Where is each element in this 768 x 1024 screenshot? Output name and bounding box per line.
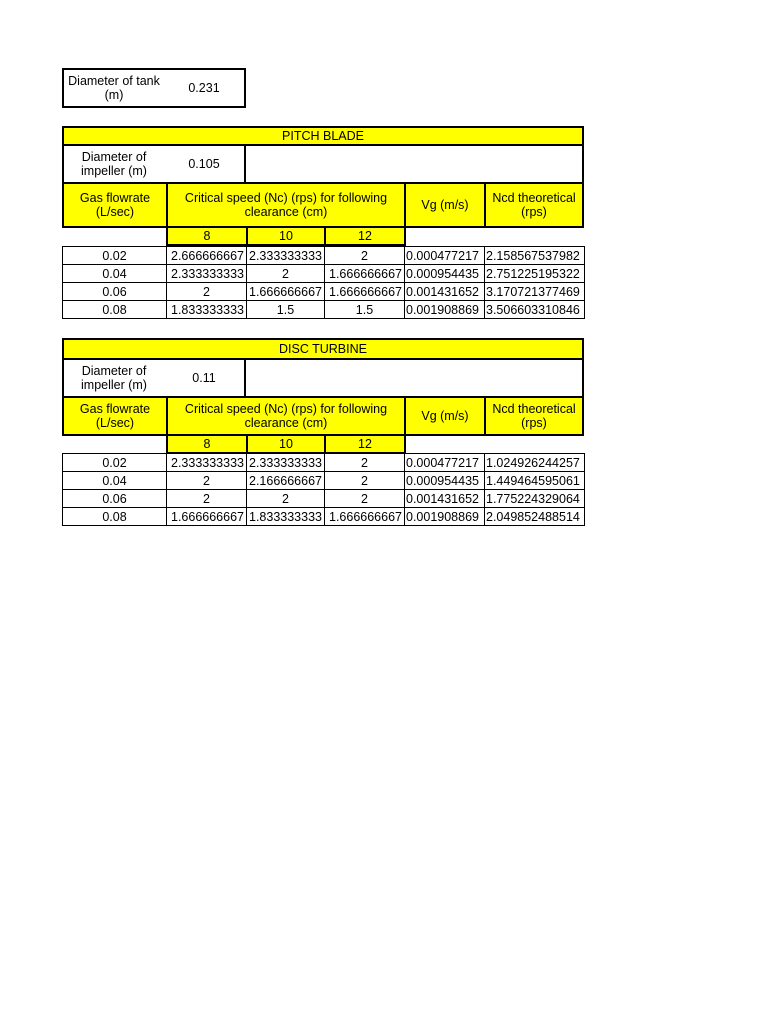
pitch-cell-vg: 0.000477217 <box>404 246 485 265</box>
disc-cell-nc-8: 2.333333333 <box>166 453 247 472</box>
pitch-cell-nc-10: 2 <box>246 264 325 283</box>
pitch-clearance-12: 12 <box>324 226 406 246</box>
pitch-clearance-8: 8 <box>166 226 248 246</box>
pitch-cell-gas-flowrate: 0.08 <box>62 300 167 319</box>
pitch-cell-nc-12: 1.5 <box>324 300 405 319</box>
disc-cell-vg: 0.000477217 <box>404 453 485 472</box>
pitch-cell-nc-8: 1.833333333 <box>166 300 247 319</box>
disc-clearance-12: 12 <box>324 434 406 454</box>
disc-impeller-divider <box>244 358 246 398</box>
disc-cell-ncd: 1.775224329064 <box>484 489 585 508</box>
pitch-cell-nc-8: 2.666666667 <box>166 246 247 265</box>
pitch-col-vg: Vg (m/s) <box>404 182 486 228</box>
pitch-cell-ncd: 2.158567537982 <box>484 246 585 265</box>
disc-cell-vg: 0.001908869 <box>404 507 485 526</box>
pitch-impeller-divider <box>244 144 246 184</box>
disc-col-vg: Vg (m/s) <box>404 396 486 436</box>
disc-cell-nc-10: 1.833333333 <box>246 507 325 526</box>
pitch-cell-nc-8: 2.333333333 <box>166 264 247 283</box>
pitch-cell-gas-flowrate: 0.02 <box>62 246 167 265</box>
disc-col-gas-flowrate: Gas flowrate (L/sec) <box>62 396 168 436</box>
disc-cell-nc-8: 2 <box>166 489 247 508</box>
pitch-clearance-10: 10 <box>246 226 326 246</box>
disc-impeller-label: Diameter of impeller (m) <box>81 364 147 392</box>
pitch-cell-vg: 0.001431652 <box>404 282 485 301</box>
pitch-impeller-label: Diameter of impeller (m) <box>81 150 147 178</box>
pitch-cell-gas-flowrate: 0.06 <box>62 282 167 301</box>
pitch-cell-nc-12: 1.666666667 <box>324 282 405 301</box>
disc-cell-nc-12: 2 <box>324 453 405 472</box>
disc-turbine-title: DISC TURBINE <box>62 338 584 360</box>
disc-clearance-10: 10 <box>246 434 326 454</box>
disc-cell-nc-8: 1.666666667 <box>166 507 247 526</box>
disc-cell-gas-flowrate: 0.02 <box>62 453 167 472</box>
disc-cell-nc-12: 2 <box>324 471 405 490</box>
disc-col-ncd: Ncd theoretical (rps) <box>484 396 584 436</box>
pitch-col-critical-speed: Critical speed (Nc) (rps) for following clearance (cm) <box>166 182 406 228</box>
pitch-cell-ncd: 3.506603310846 <box>484 300 585 319</box>
pitch-cell-vg: 0.000954435 <box>404 264 485 283</box>
disc-cell-gas-flowrate: 0.04 <box>62 471 167 490</box>
disc-cell-ncd: 1.449464595061 <box>484 471 585 490</box>
pitch-impeller-value: 0.105 <box>188 157 220 171</box>
pitch-cell-nc-12: 2 <box>324 246 405 265</box>
pitch-col-gas-flowrate: Gas flowrate (L/sec) <box>62 182 168 228</box>
pitch-cell-ncd: 3.170721377469 <box>484 282 585 301</box>
pitch-cell-nc-8: 2 <box>166 282 247 301</box>
pitch-cell-nc-10: 2.333333333 <box>246 246 325 265</box>
disc-cell-nc-10: 2 <box>246 489 325 508</box>
tank-diameter-label: Diameter of tank (m) <box>68 74 160 102</box>
pitch-cell-nc-10: 1.666666667 <box>246 282 325 301</box>
disc-impeller-value: 0.11 <box>192 371 216 385</box>
disc-cell-vg: 0.000954435 <box>404 471 485 490</box>
disc-cell-gas-flowrate: 0.08 <box>62 507 167 526</box>
pitch-cell-nc-10: 1.5 <box>246 300 325 319</box>
disc-col-critical-speed: Critical speed (Nc) (rps) for following clearance (cm) <box>166 396 406 436</box>
pitch-col-ncd: Ncd theoretical (rps) <box>484 182 584 228</box>
disc-cell-nc-12: 1.666666667 <box>324 507 405 526</box>
disc-cell-ncd: 1.024926244257 <box>484 453 585 472</box>
pitch-cell-ncd: 2.751225195322 <box>484 264 585 283</box>
disc-cell-nc-10: 2.333333333 <box>246 453 325 472</box>
disc-cell-nc-10: 2.166666667 <box>246 471 325 490</box>
disc-cell-nc-8: 2 <box>166 471 247 490</box>
disc-cell-vg: 0.001431652 <box>404 489 485 508</box>
disc-cell-nc-12: 2 <box>324 489 405 508</box>
disc-cell-ncd: 2.049852488514 <box>484 507 585 526</box>
disc-cell-gas-flowrate: 0.06 <box>62 489 167 508</box>
disc-clearance-8: 8 <box>166 434 248 454</box>
pitch-cell-nc-12: 1.666666667 <box>324 264 405 283</box>
tank-diameter-value: 0.231 <box>188 81 220 95</box>
pitch-cell-gas-flowrate: 0.04 <box>62 264 167 283</box>
pitch-cell-vg: 0.001908869 <box>404 300 485 319</box>
pitch-blade-title: PITCH BLADE <box>62 126 584 146</box>
